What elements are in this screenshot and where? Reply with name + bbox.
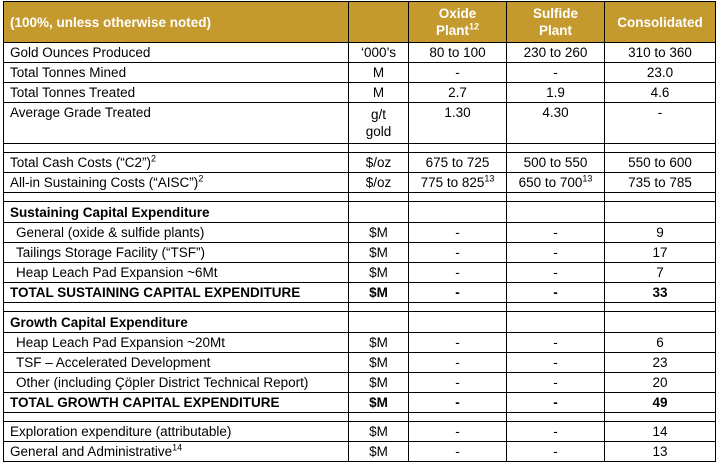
cell-sulfide: -: [507, 63, 605, 83]
cell-oxide: -: [409, 373, 507, 393]
cell-sulfide: -: [507, 263, 605, 283]
table-row: [4, 333, 716, 353]
cell-oxide: 1.30: [409, 103, 507, 144]
cell-oxide: -: [409, 283, 507, 303]
footnote-ref: 14: [172, 442, 183, 453]
row-unit: M: [349, 83, 409, 103]
cell-sulfide: -: [507, 442, 605, 462]
cell-oxide: -: [409, 353, 507, 373]
header-oxide: Oxide Plant$^{12}$: [409, 2, 507, 43]
cell-sulfide: -: [507, 422, 605, 442]
cell-sulfide: 1.9: [507, 83, 605, 103]
header-sulfide: Sulfide Plant: [507, 2, 605, 43]
cell-oxide: -: [409, 263, 507, 283]
cell-consolidated: 49: [605, 393, 716, 413]
row-label: TOTAL GROWTH CAPITAL EXPENDITURE: [4, 393, 349, 413]
row-label: TSF – Accelerated Development: [4, 353, 349, 373]
footnote-ref: 2: [151, 153, 157, 164]
table-row: [4, 223, 716, 243]
cell-oxide: -: [409, 243, 507, 263]
table-row: [4, 43, 716, 63]
cell-consolidated: 310 to 360: [605, 43, 716, 63]
cell-sulfide: -: [507, 373, 605, 393]
cell-oxide: -: [409, 422, 507, 442]
spacer-row: [4, 193, 716, 202]
cell-consolidated: 23.0: [605, 63, 716, 83]
cell-oxide: 80 to 100: [409, 43, 507, 63]
cell-oxide: 675 to 725: [409, 153, 507, 173]
row-label: Total Cash Costs (“C2”)$^2$: [4, 153, 349, 173]
cell-sulfide: 230 to 260: [507, 43, 605, 63]
cell-oxide: 775 to $825^{13}$: [409, 173, 507, 193]
table-row: [4, 243, 716, 263]
footnote-ref: 13: [582, 173, 593, 184]
row-unit: $M: [349, 333, 409, 353]
cell-oxide: -: [409, 333, 507, 353]
header-label: (100%, unless otherwise noted): [4, 2, 349, 43]
row-label: Total Tonnes Treated: [4, 83, 349, 103]
table-row: [4, 373, 716, 393]
total-row: [4, 393, 716, 413]
row-label: Heap Leach Pad Expansion ~6Mt: [4, 263, 349, 283]
cell-consolidated: 4.6: [605, 83, 716, 103]
section-title: Sustaining Capital Expenditure: [4, 202, 349, 223]
header-consolidated: Consolidated: [605, 2, 716, 43]
row-unit: g/t gold: [349, 103, 409, 144]
row-label: Other (including Çöpler District Technical Report): [4, 373, 349, 393]
table-row: [4, 442, 716, 462]
section-heading: [4, 202, 716, 223]
row-unit: ‘000’s: [349, 43, 409, 63]
cell-oxide: -: [409, 63, 507, 83]
guidance-table: [3, 1, 716, 462]
cell-sulfide: -: [507, 243, 605, 263]
cell-oxide: -: [409, 393, 507, 413]
row-label: Exploration expenditure (attributable): [4, 422, 349, 442]
cell-sulfide: -: [507, 283, 605, 303]
cell-sulfide: -: [507, 333, 605, 353]
section-title: Growth Capital Expenditure: [4, 312, 349, 333]
cell-consolidated: 9: [605, 223, 716, 243]
row-unit: $M: [349, 442, 409, 462]
cell-sulfide: -: [507, 393, 605, 413]
total-row: [4, 283, 716, 303]
cell-consolidated: 23: [605, 353, 716, 373]
cell-consolidated: 7: [605, 263, 716, 283]
row-unit: $M: [349, 353, 409, 373]
cell-sulfide: -: [507, 223, 605, 243]
cell-sulfide: 650 to $700^{13}$: [507, 173, 605, 193]
table-row: [4, 353, 716, 373]
cell-oxide: 2.7: [409, 83, 507, 103]
table-row: [4, 63, 716, 83]
row-label: Gold Ounces Produced: [4, 43, 349, 63]
header-row: [4, 2, 716, 43]
row-unit: $M: [349, 393, 409, 413]
spacer-row: [4, 303, 716, 312]
row-label: Average Grade Treated: [4, 103, 349, 144]
row-unit: M: [349, 63, 409, 83]
table-row: [4, 103, 716, 144]
header-oxide-footnote: 12: [469, 21, 480, 32]
cell-oxide: -: [409, 442, 507, 462]
cell-sulfide: -: [507, 353, 605, 373]
header-unit: [349, 2, 409, 43]
cell-oxide: -: [409, 223, 507, 243]
cell-consolidated: 14: [605, 422, 716, 442]
cell-consolidated: 735 to 785: [605, 173, 716, 193]
table-row: [4, 83, 716, 103]
table-row: [4, 173, 716, 193]
row-label: Heap Leach Pad Expansion ~20Mt: [4, 333, 349, 353]
cell-consolidated: 550 to 600: [605, 153, 716, 173]
row-unit: $/oz: [349, 173, 409, 193]
row-unit: $/oz: [349, 153, 409, 173]
footnote-ref: 13: [484, 173, 495, 184]
cell-consolidated: 6: [605, 333, 716, 353]
cell-sulfide: 500 to 550: [507, 153, 605, 173]
row-unit: $M: [349, 223, 409, 243]
spacer-row: [4, 144, 716, 153]
cell-consolidated: 33: [605, 283, 716, 303]
cell-consolidated: 20: [605, 373, 716, 393]
row-label: Total Tonnes Mined: [4, 63, 349, 83]
section-heading: [4, 312, 716, 333]
table-row: [4, 263, 716, 283]
row-unit: $M: [349, 373, 409, 393]
row-unit: $M: [349, 422, 409, 442]
row-label: All-in Sustaining Costs (“AISC”)$^2$: [4, 173, 349, 193]
table-row: [4, 422, 716, 442]
cell-consolidated: 13: [605, 442, 716, 462]
cell-consolidated: 17: [605, 243, 716, 263]
row-label: TOTAL SUSTAINING CAPITAL EXPENDITURE: [4, 283, 349, 303]
row-unit: $M: [349, 263, 409, 283]
row-label: General and Administrative$^{14}$: [4, 442, 349, 462]
cell-consolidated: -: [605, 103, 716, 144]
table-row: [4, 153, 716, 173]
cell-sulfide: 4.30: [507, 103, 605, 144]
row-unit: $M: [349, 283, 409, 303]
row-label: General (oxide & sulfide plants): [4, 223, 349, 243]
row-label: Tailings Storage Facility (“TSF”): [4, 243, 349, 263]
spacer-row: [4, 413, 716, 422]
footnote-ref: 2: [198, 173, 204, 184]
row-unit: $M: [349, 243, 409, 263]
